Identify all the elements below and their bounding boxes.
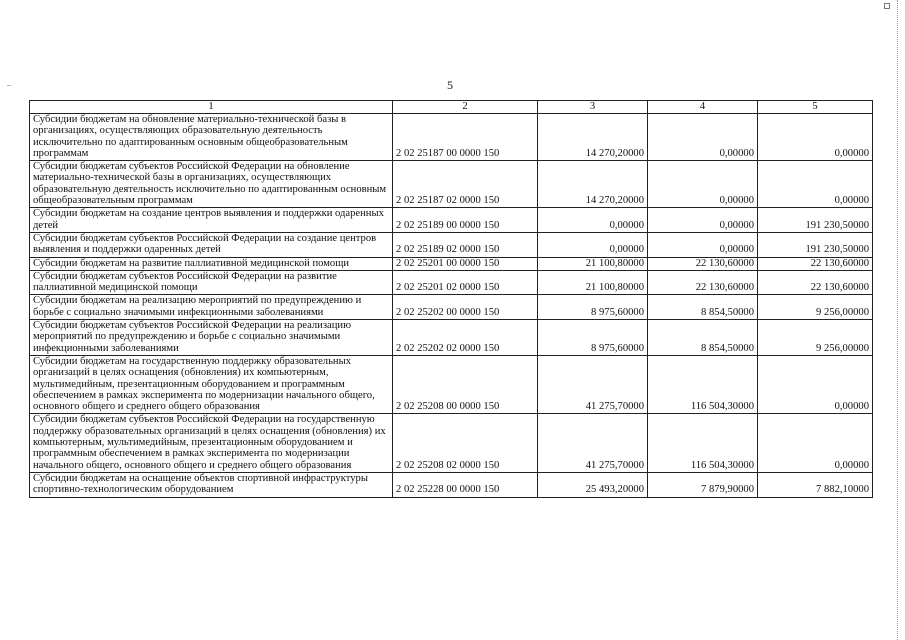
row-value-col-5: 9 256,00000 — [758, 320, 873, 356]
row-value-col-3: 14 270,20000 — [538, 161, 648, 208]
row-value-col-5: 22 130,60000 — [758, 270, 873, 295]
table-row — [30, 414, 873, 472]
row-value-col-4: 22 130,60000 — [648, 270, 758, 295]
row-value-col-3: 21 100,80000 — [538, 257, 648, 270]
row-value-col-4: 8 854,50000 — [648, 320, 758, 356]
row-value-col-5: 9 256,00000 — [758, 295, 873, 320]
row-value-col-5: 191 230,50000 — [758, 208, 873, 233]
row-value-col-4: 0,00000 — [648, 232, 758, 257]
row-code: 2 02 25228 00 0000 150 — [393, 472, 538, 497]
row-value-col-3: 41 275,70000 — [538, 355, 648, 413]
table-row — [30, 114, 873, 161]
row-value-col-3: 0,00000 — [538, 208, 648, 233]
row-value-col-3: 8 975,60000 — [538, 320, 648, 356]
table-row — [30, 208, 873, 233]
table-row — [30, 295, 873, 320]
row-code: 2 02 25202 02 0000 150 — [393, 320, 538, 356]
table-row — [30, 232, 873, 257]
row-value-col-3: 8 975,60000 — [538, 295, 648, 320]
row-description: Субсидии бюджетам на создание центров выявления и поддержки одаренных детей — [30, 208, 393, 233]
row-value-col-5: 0,00000 — [758, 114, 873, 161]
header-col-2: 2 — [393, 101, 538, 114]
row-value-col-5: 0,00000 — [758, 414, 873, 472]
row-value-col-4: 116 504,30000 — [648, 355, 758, 413]
header-col-3: 3 — [538, 101, 648, 114]
row-value-col-5: 0,00000 — [758, 161, 873, 208]
table-row — [30, 320, 873, 356]
table-body — [30, 114, 873, 498]
table-header — [30, 101, 873, 114]
row-value-col-5: 191 230,50000 — [758, 232, 873, 257]
row-value-col-4: 8 854,50000 — [648, 295, 758, 320]
row-value-col-4: 116 504,30000 — [648, 414, 758, 472]
row-code: 2 02 25189 00 0000 150 — [393, 208, 538, 233]
row-description: Субсидии бюджетам субъектов Российской Федерации на обновление материально-технической базы в организациях, осуществляющих образовательную деятельность исключительно по адаптированным основным общеобразовательным программам — [30, 161, 393, 208]
row-description: Субсидии бюджетам на реализацию мероприятий по предупреждению и борьбе с социально значимыми инфекционными заболеваниями — [30, 295, 393, 320]
row-value-col-4: 7 879,90000 — [648, 472, 758, 497]
row-code: 2 02 25208 02 0000 150 — [393, 414, 538, 472]
row-code: 2 02 25201 02 0000 150 — [393, 270, 538, 295]
header-col-4: 4 — [648, 101, 758, 114]
row-description: Субсидии бюджетам субъектов Российской Федерации на развитие паллиативной медицинской помощи — [30, 270, 393, 295]
row-value-col-3: 21 100,80000 — [538, 270, 648, 295]
row-value-col-4: 0,00000 — [648, 161, 758, 208]
table-row — [30, 270, 873, 295]
scan-page-edge — [897, 0, 904, 640]
row-description: Субсидии бюджетам на государственную поддержку образовательных организаций в целях оснащения (обновления) их компьютерным, мультимедийным, презентационным оборудованием и программным обеспечением в рамках эксперимента по модернизации начального общего, основного общего и среднего общего образования — [30, 355, 393, 413]
row-description: Субсидии бюджетам субъектов Российской Федерации на государственную поддержку образовательных организаций в целях оснащения (обновления) их компьютерным, мультимедийным, презентационным оборудованием и программным обеспечением в рамках эксперимента по модернизации начального общего, основного общего и среднего общего образования — [30, 414, 393, 472]
row-value-col-3: 14 270,20000 — [538, 114, 648, 161]
row-description: Субсидии бюджетам субъектов Российской Федерации на создание центров выявления и поддержки одаренных детей — [30, 232, 393, 257]
row-value-col-3: 25 493,20000 — [538, 472, 648, 497]
header-col-1: 1 — [30, 101, 393, 114]
table-row — [30, 161, 873, 208]
scan-corner-mark — [884, 3, 890, 9]
row-code: 2 02 25189 02 0000 150 — [393, 232, 538, 257]
row-value-col-4: 0,00000 — [648, 114, 758, 161]
row-code: 2 02 25202 00 0000 150 — [393, 295, 538, 320]
row-description: Субсидии бюджетам на обновление материально-технической базы в организациях, осуществляющих образовательную деятельность исключительно по адаптированным основным общеобразовательным программам — [30, 114, 393, 161]
row-code: 2 02 25208 00 0000 150 — [393, 355, 538, 413]
row-value-col-5: 7 882,10000 — [758, 472, 873, 497]
header-row — [30, 101, 873, 114]
row-value-col-3: 41 275,70000 — [538, 414, 648, 472]
row-value-col-5: 0,00000 — [758, 355, 873, 413]
row-description: Субсидии бюджетам субъектов Российской Федерации на реализацию мероприятий по предупреждению и борьбе с социально значимыми инфекционными заболеваниями — [30, 320, 393, 356]
row-description: Субсидии бюджетам на развитие паллиативной медицинской помощи — [30, 257, 393, 270]
row-code: 2 02 25187 02 0000 150 — [393, 161, 538, 208]
page-number: 5 — [447, 78, 453, 92]
row-value-col-4: 0,00000 — [648, 208, 758, 233]
row-value-col-5: 22 130,60000 — [758, 257, 873, 270]
scan-speck — [7, 85, 11, 86]
row-value-col-4: 22 130,60000 — [648, 257, 758, 270]
table-row — [30, 355, 873, 413]
row-code: 2 02 25201 00 0000 150 — [393, 257, 538, 270]
row-value-col-3: 0,00000 — [538, 232, 648, 257]
row-description: Субсидии бюджетам на оснащение объектов спортивной инфраструктуры спортивно-технологическим оборудованием — [30, 472, 393, 497]
row-code: 2 02 25187 00 0000 150 — [393, 114, 538, 161]
header-col-5: 5 — [758, 101, 873, 114]
table-row — [30, 472, 873, 497]
table-row — [30, 257, 873, 270]
budget-table — [29, 100, 873, 498]
